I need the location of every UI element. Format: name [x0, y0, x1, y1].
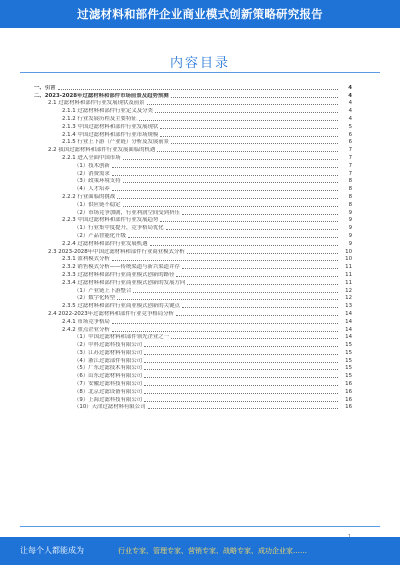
toc-leader-dots	[112, 260, 338, 261]
toc-entry-title: 2.3.3 过滤材料和部件行业商业模式创新的路径	[62, 271, 175, 278]
toc-entry[interactable]	[34, 146, 352, 154]
toc-entry[interactable]	[34, 240, 352, 248]
toc-leader-dots	[117, 299, 338, 300]
toc-entry[interactable]	[34, 279, 352, 287]
toc-entry-page: 4	[348, 100, 352, 107]
toc-leader-dots	[112, 167, 338, 168]
toc-leader-dots	[176, 315, 338, 316]
toc-entry-title: 2.3 2023-2028年中国过滤材料和部件行业商业模式分析	[48, 248, 185, 255]
toc-leader-dots	[144, 362, 338, 363]
toc-entry[interactable]	[34, 388, 352, 396]
toc-entry-title: 2.1 过滤材料和部件行业发展现状及前景	[48, 100, 145, 107]
toc-leader-dots	[148, 408, 338, 409]
toc-entry[interactable]	[34, 92, 352, 100]
toc-entry[interactable]	[34, 263, 352, 271]
toc-entry-page: 8	[348, 178, 352, 185]
toc-entry-title: （3）江苏过滤材料有限公司	[74, 349, 143, 356]
toc-leader-dots	[160, 221, 338, 222]
toc-entry-page: 7	[348, 162, 352, 169]
toc-entry-page: 16	[345, 381, 352, 388]
toc-entry-page: 7	[348, 170, 352, 177]
toc-entry-title: （1）技术创新	[74, 162, 110, 169]
toc-entry[interactable]	[34, 139, 352, 147]
toc-entry[interactable]	[34, 372, 352, 380]
toc-entry-page: 6	[348, 131, 352, 138]
toc-leader-dots	[176, 276, 338, 277]
toc-entry-page: 4	[348, 84, 352, 91]
toc-leader-dots	[144, 385, 338, 386]
toc-entry[interactable]	[34, 123, 352, 131]
toc-entry[interactable]	[34, 357, 352, 365]
toc-entry[interactable]	[34, 341, 352, 349]
toc-entry-page: 9	[348, 217, 352, 224]
toc-leader-dots	[171, 338, 338, 339]
toc-entry[interactable]	[34, 100, 352, 108]
toc-entry-title: 2.3.4 过滤材料和部件行业商业模式创新的发展方向	[62, 279, 186, 286]
toc-entry-page: 16	[345, 404, 352, 411]
toc-leader-dots	[171, 143, 338, 144]
toc-divider-bottom	[20, 526, 380, 527]
toc-entry[interactable]	[34, 287, 352, 295]
toc-entry-page: 9	[348, 232, 352, 239]
toc-entry-title: （4）浙江过滤部件有限公司	[74, 357, 143, 364]
toc-leader-dots	[182, 214, 338, 215]
toc-entry[interactable]	[34, 404, 352, 412]
toc-entry[interactable]	[34, 162, 352, 170]
footer-bar	[0, 537, 400, 565]
toc-entry-page: 15	[345, 342, 352, 349]
toc-leader-dots	[182, 268, 338, 269]
toc-entry[interactable]	[34, 185, 352, 193]
toc-entry-title: （1）行业集中度提升，竞争格局优化	[74, 225, 164, 232]
toc-entry-title: （1）中国过滤材料和部件领先企业之一	[74, 334, 170, 341]
toc-entry-page: 11	[345, 264, 352, 271]
toc-entry[interactable]	[34, 193, 352, 201]
toc-entry-page: 4	[348, 115, 352, 122]
toc-entry-page: 8	[348, 186, 352, 193]
toc-entry-page: 8	[348, 201, 352, 208]
toc-entry-title: （10）天津过滤材料有限公司	[74, 404, 146, 411]
toc-entry-page: 9	[348, 209, 352, 216]
toc-entry-page: 12	[345, 295, 352, 302]
toc-entry-page: 6	[348, 139, 352, 146]
toc-leader-dots	[160, 136, 338, 137]
toc-entry-page: 8	[348, 193, 352, 200]
toc-entry-page: 4	[348, 108, 352, 115]
toc-entry[interactable]	[34, 295, 352, 303]
toc-entry[interactable]	[34, 365, 352, 373]
toc-entry-title: 2.2.1 进入全面中国市场	[62, 154, 121, 161]
toc-entry-title: （2）产品智能化升级	[74, 232, 126, 239]
toc-divider-top	[20, 72, 380, 73]
toc-entry-page: 4	[348, 92, 352, 99]
toc-entry-page: 15	[345, 349, 352, 356]
toc-entry-title: （1）供应链不稳定	[74, 201, 121, 208]
toc-entry[interactable]	[34, 271, 352, 279]
toc-entry-page: 15	[345, 373, 352, 380]
toc-leader-dots	[150, 245, 338, 246]
toc-entry-title: （3）政策环境支持	[74, 178, 121, 185]
toc-entry[interactable]	[34, 302, 352, 310]
toc-entry[interactable]	[34, 310, 352, 318]
toc-entry-page: 12	[345, 287, 352, 294]
toc-entry-page: 5	[348, 123, 352, 130]
toc-entry[interactable]	[34, 396, 352, 404]
toc-entry-title: （5）广东过滤技术有限公司	[74, 365, 143, 372]
toc-entry-page: 9	[348, 240, 352, 247]
toc-entry[interactable]	[34, 318, 352, 326]
toc-entry[interactable]	[34, 154, 352, 162]
toc-leader-dots	[182, 307, 338, 308]
toc-entry-title: 一、引言	[34, 84, 56, 91]
toc-entry[interactable]	[34, 380, 352, 388]
toc-entry[interactable]	[34, 170, 352, 178]
toc-entry-page: 11	[345, 279, 352, 286]
toc-entry-title: 2.1.3 中国过滤材料和部件行业发展现状	[62, 123, 159, 130]
toc-entry-title: 2.1.2 行业发展历程及主要特征	[62, 115, 137, 122]
toc-entry-title: （2）市场竞争加剧，行业利润空间受到挤压	[74, 209, 180, 216]
toc-entry-page: 9	[348, 225, 352, 232]
toc-leader-dots	[157, 151, 338, 152]
toc-leader-dots	[123, 182, 338, 183]
toc-entry[interactable]	[34, 201, 352, 209]
toc-leader-dots	[144, 401, 338, 402]
toc-entry-page: 13	[345, 303, 352, 310]
toc-entry[interactable]	[34, 232, 352, 240]
toc-entry-page: 7	[348, 147, 352, 154]
toc-entry-page: 14	[345, 310, 352, 317]
toc-leader-dots	[112, 331, 338, 332]
toc-leader-dots	[144, 346, 338, 347]
toc-leader-dots	[139, 120, 338, 121]
toc-entry-page: 10	[345, 256, 352, 263]
toc-entry-page: 11	[345, 271, 352, 278]
toc-entry[interactable]	[34, 107, 352, 115]
toc-leader-dots	[112, 175, 338, 176]
toc-entry-page: 14	[345, 326, 352, 333]
toc-entry-title: （1）产业链上下游整合	[74, 287, 132, 294]
toc-leader-dots	[112, 190, 338, 191]
toc-entry-page: 15	[345, 357, 352, 364]
toc-entry-title: 2.1.4 中国过滤材料和部件行业市场规模	[62, 131, 159, 138]
toc-entry-page: 16	[345, 396, 352, 403]
toc-entry-title: 二、2023-2028年过滤材料和部件市场前景及趋势预测	[34, 92, 169, 99]
toc-entry[interactable]	[34, 224, 352, 232]
toc-entry[interactable]	[34, 178, 352, 186]
toc-entry-title: 2.1.1 过滤材料和部件行业定义及分类	[62, 108, 153, 115]
toc-entry[interactable]	[34, 349, 352, 357]
toc-leader-dots	[144, 393, 338, 394]
toc-entry-title: （4）人才培养	[74, 186, 110, 193]
toc-entry[interactable]	[34, 84, 352, 92]
toc-leader-dots	[117, 198, 338, 199]
toc-entry-title: （2）中科过滤科技有限公司	[74, 342, 143, 349]
toc-entry-page: 14	[345, 318, 352, 325]
toc-entry[interactable]	[34, 248, 352, 256]
toc-entry-title: 2.2.2 行业面临的挑战	[62, 193, 116, 200]
footer-tagline: 行业专家、管理专家、营销专家、战略专家、成功企业家……	[118, 547, 307, 555]
toc-entry[interactable]	[34, 115, 352, 123]
toc-leader-dots	[166, 229, 338, 230]
toc-leader-dots	[128, 237, 338, 238]
table-of-contents	[34, 84, 352, 411]
toc-entry-title: （7）安徽过滤科技有限公司	[74, 381, 143, 388]
toc-leader-dots	[144, 354, 338, 355]
toc-leader-dots	[147, 104, 338, 105]
toc-entry-page: 16	[345, 388, 352, 395]
toc-leader-dots	[144, 369, 338, 370]
toc-leader-dots	[58, 89, 338, 90]
toc-entry[interactable]	[34, 326, 352, 334]
footer-slogan: 让每个人都能成为	[20, 546, 84, 555]
toc-entry[interactable]	[34, 334, 352, 342]
toc-leader-dots	[160, 128, 338, 129]
toc-entry-title: （2）消费需求	[74, 170, 110, 177]
toc-leader-dots	[112, 323, 338, 324]
toc-entry-page: 10	[345, 248, 352, 255]
toc-entry[interactable]	[34, 256, 352, 264]
toc-entry-title: 2.4.1 市场竞争格局	[62, 318, 110, 325]
toc-leader-dots	[187, 284, 338, 285]
toc-entry-title: 2.3.2 销售模式分析——传统渠道与新兴渠道并存	[62, 264, 180, 271]
toc-leader-dots	[123, 206, 338, 207]
toc-entry-title: （6）山东过滤材料有限公司	[74, 373, 143, 380]
toc-entry-page: 14	[345, 334, 352, 341]
toc-entry-title: 2.3.5 过滤材料和部件行业商业模式创新的关键点	[62, 303, 180, 310]
toc-entry-title: 2.2 我国过滤材料和部件行业发展面临的机遇	[48, 147, 156, 154]
toc-entry-title: （9）上海过滤科技有限公司	[74, 396, 143, 403]
toc-entry-title: （2）数字化转型	[74, 295, 116, 302]
toc-leader-dots	[171, 97, 338, 98]
toc-leader-dots	[123, 159, 338, 160]
toc-entry-page: 15	[345, 365, 352, 372]
toc-leader-dots	[187, 253, 338, 254]
report-title: 过滤材料和部件企业商业模式创新策略研究报告	[77, 7, 323, 21]
toc-leader-dots	[155, 112, 338, 113]
toc-entry-title: 2.2.4 过滤材料和部件行业发展机遇	[62, 240, 148, 247]
toc-entry[interactable]	[34, 217, 352, 225]
toc-entry-title: （8）北京过滤设备有限公司	[74, 388, 143, 395]
report-header-bar	[0, 0, 400, 28]
toc-entry-title: 2.2.3 中国过滤材料和部件行业发展趋势	[62, 217, 159, 224]
toc-entry-title: 2.4.2 重点企业分析	[62, 326, 110, 333]
toc-entry-title: 2.3.1 盈利模式分析	[62, 256, 110, 263]
toc-entry[interactable]	[34, 131, 352, 139]
toc-entry[interactable]	[34, 209, 352, 217]
toc-entry-title: 2.4 2022-2023年过滤材料和部件行业竞争格局分析	[48, 310, 174, 317]
toc-leader-dots	[144, 377, 338, 378]
toc-leader-dots	[133, 292, 338, 293]
toc-heading: 内容目录	[169, 56, 230, 71]
toc-entry-page: 7	[348, 154, 352, 161]
toc-entry-title: 2.1.5 行业上下游（产业链）分析及发展前景	[62, 139, 170, 146]
